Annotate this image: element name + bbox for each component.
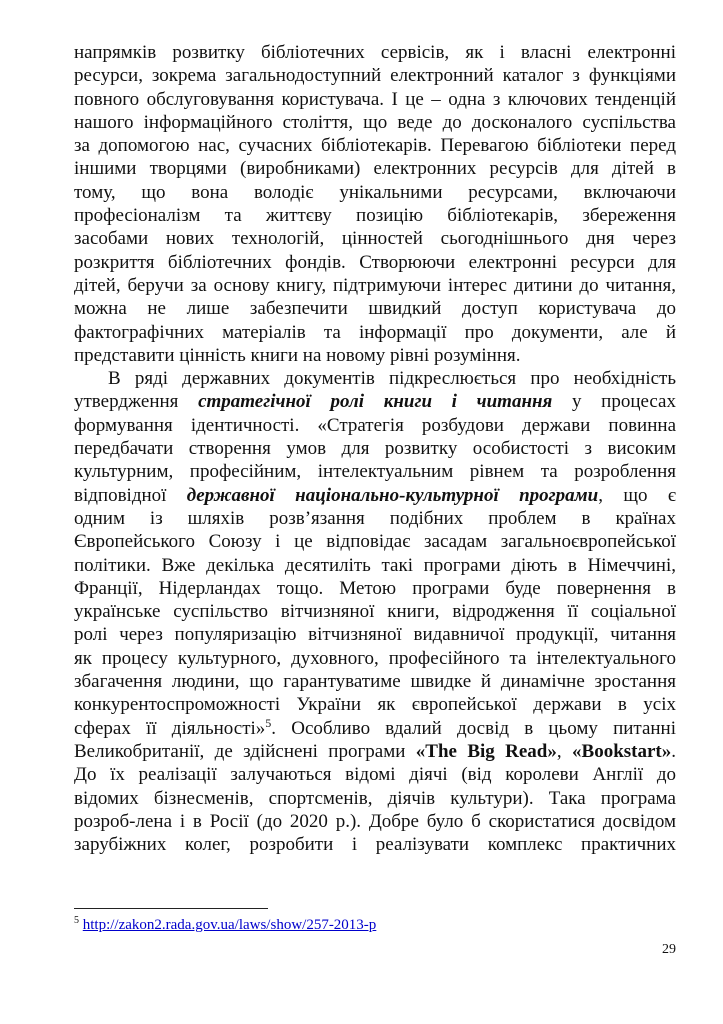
- text-segment: формування ідентичності. «Стратегія розбудови держави повинна: [74, 414, 676, 436]
- text-segment: конкурентоспроможності України як європейської держави в усіх: [74, 694, 676, 716]
- footnote-divider: [74, 908, 268, 909]
- text-segment: представити цінність книги на новому рівні розуміння.: [74, 344, 521, 366]
- text-line: [74, 763, 676, 786]
- emphasized-text: «Bookstart»: [572, 740, 672, 762]
- text-line: [74, 670, 676, 693]
- text-segment: українське суспільство вітчизняної книги, відродження її соціальної: [74, 601, 676, 623]
- text-segment: сферах її діяльності»: [74, 717, 266, 739]
- text-segment: .: [671, 740, 676, 762]
- text-segment: передбачати створення умов для розвитку особистості з високим: [74, 438, 676, 460]
- text-line: [74, 623, 676, 646]
- text-segment: зарубіжних колег, розробити і реалізувати комплекс практичних: [74, 834, 676, 856]
- text-line: [74, 717, 676, 740]
- text-line: [74, 344, 676, 367]
- text-line: [74, 554, 676, 577]
- text-segment: розкриття бібліотечних фондів. Створюючи електронні ресурси для: [74, 251, 676, 273]
- text-line: [74, 157, 676, 180]
- text-segment: одним із шляхів розв’язання подібних проблем в країнах: [74, 507, 676, 529]
- text-segment: Франції, Нідерландах тощо. Метою програми буде повернення в: [74, 577, 676, 599]
- text-segment: як процесу культурного, духовного, професійного та інтелектуального: [74, 647, 676, 669]
- text-line: [74, 507, 676, 530]
- text-segment: відомих бізнесменів, спортсменів, діячів культури). Така програма: [74, 787, 676, 809]
- text-segment: напрямків розвитку бібліотечних сервісів, як і власні електронні: [74, 42, 676, 63]
- text-segment: Європейського Союзу і це відповідає засадам загальноєвропейської: [74, 531, 676, 553]
- emphasized-text: державної національно-культурної програми: [186, 484, 599, 506]
- text-line: [74, 460, 676, 483]
- text-line: [74, 693, 676, 716]
- main-text: [74, 41, 676, 856]
- text-segment: збагачення людини, що гарантуватиме швидке й динамічне зростання: [74, 671, 676, 693]
- text-segment: професіоналізм та життєву позицію бібліотекарів, збереження: [74, 205, 676, 227]
- text-segment: тому, що вона володіє унікальними ресурсами, включаючи: [74, 181, 676, 203]
- text-line: [74, 530, 676, 553]
- text-line: [74, 111, 676, 134]
- text-line: [74, 41, 676, 64]
- footnote: [74, 916, 674, 934]
- text-segment: ресурси, зокрема загальнодоступний електронний каталог з функціями: [74, 65, 676, 87]
- text-line: [74, 484, 676, 507]
- text-segment: засобами нових технологій, цінностей сьогоднішнього дня через: [74, 228, 676, 250]
- text-line: [74, 787, 676, 810]
- text-line: [74, 274, 676, 297]
- text-segment: . Особливо вдалий досвід в цьому питанні: [271, 717, 676, 739]
- paragraph: [74, 41, 676, 367]
- text-line: [74, 88, 676, 111]
- text-line: [74, 204, 676, 227]
- footnote-marker: 5: [74, 915, 79, 926]
- text-segment: повного обслуговування користувача. І це – одна з ключових тенденцій: [74, 88, 676, 110]
- text-line: [74, 367, 676, 390]
- text-segment: за допомогою нас, сучасних бібліотекарів. Перевагою бібліотеки перед: [74, 135, 676, 157]
- text-segment: ролі через популяризацію вітчизняної видавничої продукції, читання: [74, 624, 676, 646]
- text-segment: нашого інформаційного століття, що веде до досконалого суспільства: [74, 111, 676, 133]
- text-line: [74, 740, 676, 763]
- emphasized-text: стратегічної ролі книги і читання: [198, 391, 553, 413]
- text-segment: дітей, беручи за основу книгу, підтримуючи інтерес дитини до читання,: [74, 274, 676, 296]
- text-line: [74, 321, 676, 344]
- text-segment: відповідної: [74, 484, 187, 506]
- text-segment: розроб-лена і в Росії (до 2020 р.). Добре було б скористатися досвідом: [74, 810, 676, 832]
- text-segment: політики. Вже декілька десятиліть такі програми діють в Німеччині,: [74, 554, 676, 576]
- text-line: [74, 64, 676, 87]
- text-line: [74, 297, 676, 320]
- paragraph: [74, 367, 676, 856]
- text-segment: культурним, професійним, інтелектуальним рівнем та розроблення: [74, 461, 676, 483]
- text-line: [74, 810, 676, 833]
- text-line: [74, 227, 676, 250]
- text-line: [74, 134, 676, 157]
- emphasized-text: «The Big Read»: [415, 740, 557, 762]
- text-segment: Великобританії, де здійснені програми: [74, 740, 416, 762]
- text-segment: у процесах: [552, 391, 676, 413]
- text-line: [74, 414, 676, 437]
- text-segment: фактографічних матеріалів та інформації про документи, але й: [74, 321, 676, 343]
- text-line: [74, 390, 676, 413]
- text-segment: утвердження: [74, 391, 199, 413]
- text-segment: іншими творцями (виробниками) електронних ресурсів для дітей в: [74, 158, 676, 180]
- text-line: [74, 600, 676, 623]
- text-line: [74, 577, 676, 600]
- text-line: [74, 437, 676, 460]
- footnote-link[interactable]: http://zakon2.rada.gov.ua/laws/show/257-2013-р: [82, 917, 377, 933]
- text-segment: можна не лише забезпечити швидкий доступ користувача до: [74, 298, 676, 320]
- text-segment: , що є: [598, 484, 676, 506]
- text-segment: В ряді державних документів підкреслюється про необхідність: [108, 368, 676, 390]
- text-line: [74, 181, 676, 204]
- text-line: [74, 833, 676, 856]
- text-line: [74, 251, 676, 274]
- footnote-reference: 5: [265, 715, 272, 730]
- text-segment: ,: [556, 740, 573, 762]
- text-segment: До їх реалізації залучаються відомі діячі (від королеви Англії до: [74, 764, 676, 786]
- page-number: 29: [662, 942, 676, 957]
- text-line: [74, 647, 676, 670]
